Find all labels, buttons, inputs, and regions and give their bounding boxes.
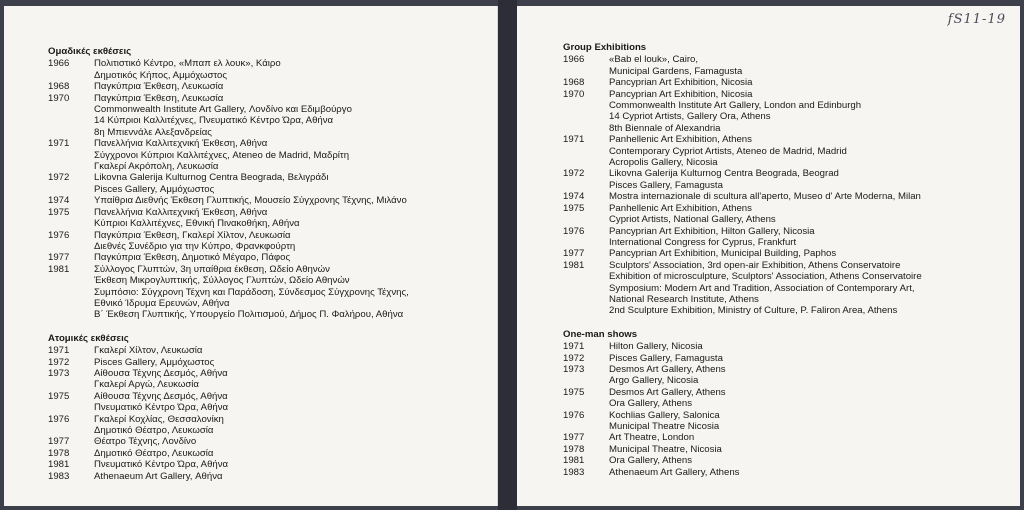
entry-year	[48, 104, 94, 115]
exhibition-entry	[563, 237, 1013, 248]
exhibition-entry	[48, 58, 488, 69]
entry-year	[48, 287, 94, 298]
entry-year: 1970	[48, 92, 70, 104]
entry-year: 1966	[563, 54, 585, 66]
exhibition-entry	[563, 375, 1013, 386]
entry-text: Εθνικό Ίδρυμα Ερευνών, Αθήνα	[94, 297, 230, 309]
entry-year	[48, 70, 94, 81]
entry-year: 1973	[563, 363, 585, 375]
book-spine	[498, 0, 517, 510]
handwritten-catalog-note: fS11-19	[947, 12, 1006, 27]
exhibition-entry	[48, 436, 488, 447]
entry-year: 1970	[563, 88, 585, 100]
exhibition-entry	[48, 138, 488, 149]
entry-text: Σύγχρονοι Κύπριοι Καλλιτέχνες, Ateneo de Madrid, Μαδρίτη	[94, 149, 350, 161]
entry-text: Commonwealth Institute Art Gallery, Λονδίνο και Εδιμβούργο	[94, 104, 352, 116]
exhibition-entry	[563, 134, 1013, 145]
entry-text: Γκαλερί Ακρόπολη, Λευκωσία	[94, 161, 219, 173]
english-group-list	[563, 54, 1013, 316]
entry-text: Cypriot Artists, National Gallery, Athens	[609, 214, 776, 226]
exhibition-entry	[563, 146, 1013, 157]
entry-year	[48, 402, 94, 413]
entry-text: Δημοτικός Κήπος, Αμμόχωστος	[94, 69, 228, 81]
entry-year: 1971	[48, 345, 70, 357]
entry-year	[563, 271, 609, 282]
entry-year	[563, 294, 609, 305]
exhibition-entry	[48, 218, 488, 229]
entry-text: Παγκύπρια Έκθεση, Γκαλερί Χίλτον, Λευκωσία	[94, 229, 291, 241]
exhibition-entry	[48, 172, 488, 183]
english-solo-heading: One-man shows	[563, 328, 638, 340]
entry-year: 1974	[48, 195, 70, 207]
entry-year	[563, 421, 609, 432]
entry-text: Γκαλερί Κοχλίας, Θεσσαλονίκη	[94, 413, 224, 425]
entry-text: Desmos Art Gallery, Athens	[609, 386, 726, 398]
entry-year: 1975	[48, 206, 70, 218]
entry-year	[563, 123, 609, 134]
entry-year	[563, 111, 609, 122]
entry-year	[48, 127, 94, 138]
exhibition-entry	[563, 341, 1013, 352]
exhibition-entry	[48, 150, 488, 161]
entry-year: 1968	[48, 81, 70, 93]
exhibition-entry	[563, 214, 1013, 225]
exhibition-entry	[563, 157, 1013, 168]
entry-text: Kochlias Gallery, Salonica	[609, 409, 720, 421]
entry-text: Hilton Gallery, Nicosia	[609, 341, 703, 353]
entry-year	[48, 150, 94, 161]
entry-text: Πανελλήνια Καλλιτεχνική Έκθεση, Αθήνα	[94, 206, 268, 218]
english-solo-list	[563, 341, 1013, 478]
entry-text: Panhellenic Art Exhibition, Athens	[609, 202, 752, 214]
entry-year: 1976	[563, 225, 585, 237]
entry-text: 2nd Sculpture Exhibition, Ministry of Culture, P. Faliron Area, Athens	[609, 305, 898, 317]
entry-text: Panhellenic Art Exhibition, Athens	[609, 134, 752, 146]
entry-text: Pancyprian Art Exhibition, Nicosia	[609, 77, 753, 89]
exhibition-entry	[48, 471, 488, 482]
entry-text: Β΄ Έκθεση Γλυπτικής, Υπουργείο Πολιτισμού, Δήμος Π. Φαλήρου, Αθήνα	[94, 309, 404, 321]
entry-text: Likovna Galerija Kulturnog Centra Beograda, Beograd	[609, 168, 839, 180]
entry-text: Pisces Gallery, Αμμόχωστος	[94, 183, 215, 195]
entry-text: Pisces Gallery, Famagusta	[609, 352, 723, 364]
entry-year: 1975	[48, 390, 70, 402]
entry-text: Sculptors' Association, 3rd open-air Exhibition, Athens Conservatoire	[609, 259, 901, 271]
exhibition-entry	[563, 444, 1013, 455]
exhibition-entry	[563, 294, 1013, 305]
entry-year: 1968	[563, 77, 585, 89]
exhibition-entry	[563, 271, 1013, 282]
entry-year	[563, 305, 609, 316]
entry-year: 1981	[48, 459, 70, 471]
entry-year: 1977	[48, 436, 70, 448]
entry-year: 1977	[563, 432, 585, 444]
entry-text: Likovna Galerija Kulturnog Centra Beograda, Βελιγράδι	[94, 172, 329, 184]
exhibition-entry	[563, 432, 1013, 443]
exhibition-entry	[563, 364, 1013, 375]
entry-text: Argo Gallery, Nicosia	[609, 375, 699, 387]
left-page-content	[48, 46, 488, 494]
exhibition-entry	[563, 89, 1013, 100]
left-page	[4, 6, 498, 506]
exhibition-entry	[563, 54, 1013, 65]
entry-text: Παγκύπρια Έκθεση, Λευκωσία	[94, 81, 224, 93]
entry-text: Mostra internazionale di scultura all'aperto, Museo d' Arte Moderna, Milan	[609, 191, 921, 203]
entry-text: Πνευματικό Κέντρο Ώρα, Αθήνα	[94, 459, 229, 471]
entry-year	[48, 275, 94, 286]
entry-year: 1975	[563, 202, 585, 214]
exhibition-entry	[48, 230, 488, 241]
entry-text: Δημοτικό Θέατρο, Λευκωσία	[94, 425, 214, 436]
exhibition-entry	[48, 425, 488, 436]
entry-year	[563, 180, 609, 191]
entry-text: Municipal Gardens, Famagusta	[609, 65, 743, 77]
entry-text: Ora Gallery, Athens	[609, 398, 693, 410]
entry-text: National Research Institute, Athens	[609, 293, 759, 305]
exhibition-entry	[563, 248, 1013, 259]
entry-year: 1966	[48, 58, 70, 70]
entry-year	[563, 214, 609, 225]
exhibition-entry	[48, 309, 488, 320]
exhibition-entry	[563, 410, 1013, 421]
exhibition-entry	[563, 203, 1013, 214]
entry-text: «Bab el louk», Cairo,	[609, 54, 699, 66]
entry-year	[563, 398, 609, 409]
entry-year: 1972	[48, 356, 70, 368]
entry-year: 1981	[563, 259, 585, 271]
exhibition-entry	[48, 402, 488, 413]
exhibition-entry	[48, 357, 488, 368]
entry-text: 14 Cypriot Artists, Gallery Ora, Athens	[609, 111, 771, 123]
entry-text: Pisces Gallery, Αμμόχωστος	[94, 356, 215, 368]
entry-text: Πανελλήνια Καλλιτεχνική Έκθεση, Αθήνα	[94, 138, 268, 150]
exhibition-entry	[563, 283, 1013, 294]
right-page-content	[563, 42, 1013, 490]
exhibition-entry	[563, 353, 1013, 364]
entry-text: Pancyprian Art Exhibition, Municipal Building, Paphos	[609, 248, 837, 260]
entry-text: Υπαίθρια Διεθνής Έκθεση Γλυπτικής, Μουσείο Σύγχρονης Τέχνης, Μιλάνο	[94, 195, 407, 207]
entry-year: 1972	[48, 172, 70, 184]
entry-year: 1981	[563, 455, 585, 467]
exhibition-entry	[48, 241, 488, 252]
exhibition-entry	[563, 398, 1013, 409]
entry-text: Desmos Art Gallery, Athens	[609, 363, 726, 375]
entry-text: Πολιτιστικό Κέντρο, «Μπαπ ελ λουκ», Κάιρο	[94, 58, 281, 70]
exhibition-entry	[48, 368, 488, 379]
exhibition-entry	[563, 305, 1013, 316]
entry-text: Contemporary Cypriot Artists, Ateneo de Madrid, Madrid	[609, 145, 847, 157]
exhibition-entry	[48, 195, 488, 206]
entry-text: Acropolis Gallery, Nicosia	[609, 157, 718, 169]
entry-text: Δημοτικό Θέατρο, Λευκωσία	[94, 447, 214, 459]
entry-year	[563, 66, 609, 77]
entry-text: 8η Μπιεννάλε Αλεξανδρείας	[94, 126, 212, 138]
entry-year: 1972	[563, 352, 585, 364]
entry-text: Παγκύπρια Έκθεση, Λευκωσία	[94, 92, 224, 104]
exhibition-entry	[48, 287, 488, 298]
entry-text: Πνευματικό Κέντρο Ώρα, Αθήνα	[94, 402, 229, 414]
entry-text: Athenaeum Art Gallery, Αθήνα	[94, 470, 223, 482]
entry-year	[563, 146, 609, 157]
entry-text: Κύπριοι Καλλιτέχνες, Εθνική Πινακοθήκη, Αθήνα	[94, 218, 300, 230]
entry-text: Municipal Theatre, Nicosia	[609, 443, 722, 455]
entry-year	[563, 237, 609, 248]
entry-text: Αίθουσα Τέχνης Δεσμός, Αθήνα	[94, 367, 228, 379]
entry-text: Pancyprian Art Exhibition, Hilton Gallery, Nicosia	[609, 225, 815, 237]
exhibition-entry	[563, 100, 1013, 111]
entry-year: 1977	[48, 252, 70, 264]
exhibition-entry	[48, 391, 488, 402]
entry-year	[48, 425, 94, 436]
entry-year: 1971	[563, 341, 585, 353]
entry-text: Παγκύπρια Έκθεση, Δημοτικό Μέγαρο, Πάφος	[94, 252, 291, 264]
entry-year: 1972	[563, 168, 585, 180]
exhibition-entry	[48, 459, 488, 470]
entry-year	[48, 309, 94, 320]
entry-text: Exhibition of microsculpture, Sculptors' Association, Athens Conservatoire	[609, 271, 922, 283]
entry-text: Έκθεση Μικρογλυπτικής, Σύλλογος Γλυπτών, Ωδείο Αθηνών	[94, 275, 350, 287]
entry-year	[48, 184, 94, 195]
entry-text: Pancyprian Art Exhibition, Nicosia	[609, 88, 753, 100]
exhibition-entry	[563, 77, 1013, 88]
entry-year: 1976	[48, 229, 70, 241]
exhibition-entry	[48, 298, 488, 309]
entry-year	[48, 298, 94, 309]
entry-text: International Congress for Cyprus, Frankfurt	[609, 236, 797, 248]
exhibition-entry	[563, 455, 1013, 466]
exhibition-entry	[48, 252, 488, 263]
exhibition-entry	[48, 104, 488, 115]
greek-solo-exhibitions	[48, 333, 488, 482]
exhibition-entry	[48, 379, 488, 390]
exhibition-entry	[563, 421, 1013, 432]
entry-year	[563, 375, 609, 386]
entry-year: 1977	[563, 248, 585, 260]
entry-year: 1981	[48, 263, 70, 275]
exhibition-entry	[563, 66, 1013, 77]
greek-group-heading: Ομαδικές εκθέσεις	[48, 46, 132, 57]
exhibition-entry	[563, 123, 1013, 134]
entry-text: 8th Biennale of Alexandria	[609, 122, 721, 134]
entry-year: 1978	[48, 447, 70, 459]
entry-text: Γκαλερί Χίλτον, Λευκωσία	[94, 345, 203, 357]
entry-text: Athenaeum Art Gallery, Athens	[609, 466, 740, 478]
entry-year: 1975	[563, 386, 585, 398]
entry-text: Ora Gallery, Athens	[609, 455, 693, 467]
entry-text: Σύλλογος Γλυπτών, 3η υπαίθρια έκθεση, Ωδείο Αθηνών	[94, 263, 330, 275]
exhibition-entry	[563, 180, 1013, 191]
entry-year: 1971	[48, 138, 70, 150]
entry-year	[48, 379, 94, 390]
exhibition-entry	[48, 127, 488, 138]
exhibition-entry	[48, 184, 488, 195]
entry-year	[563, 157, 609, 168]
exhibition-entry	[563, 467, 1013, 478]
entry-year: 1971	[563, 134, 585, 146]
exhibition-entry	[48, 81, 488, 92]
exhibition-entry	[48, 345, 488, 356]
greek-solo-list	[48, 345, 488, 482]
exhibition-entry	[48, 161, 488, 172]
entry-text: Pisces Gallery, Famagusta	[609, 179, 723, 191]
exhibition-entry	[48, 275, 488, 286]
entry-year	[48, 161, 94, 172]
exhibition-entry	[48, 414, 488, 425]
exhibition-entry	[48, 70, 488, 81]
english-solo-exhibitions	[563, 329, 1013, 478]
exhibition-entry	[563, 226, 1013, 237]
exhibition-entry	[563, 111, 1013, 122]
exhibition-entry	[48, 448, 488, 459]
entry-year: 1976	[563, 409, 585, 421]
entry-text: Θέατρο Τέχνης, Λονδίνο	[94, 436, 197, 448]
exhibition-entry	[48, 93, 488, 104]
entry-text: Αίθουσα Τέχνης Δεσμός, Αθήνα	[94, 390, 228, 402]
english-group-heading: Group Exhibitions	[563, 42, 647, 53]
entry-year	[48, 218, 94, 229]
entry-text: Symposium: Modern Art and Tradition, Association of Contemporary Art,	[609, 282, 915, 294]
right-page	[517, 6, 1020, 506]
entry-text: Γκαλερί Αργώ, Λευκωσία	[94, 379, 199, 391]
entry-text: Commonwealth Institute Art Gallery, London and Edinburgh	[609, 100, 862, 112]
exhibition-entry	[563, 191, 1013, 202]
entry-year: 1983	[563, 466, 585, 478]
exhibition-entry	[48, 264, 488, 275]
entry-text: Municipal Theatre Nicosia	[609, 421, 720, 432]
english-group-exhibitions	[563, 42, 1013, 317]
exhibition-entry	[48, 207, 488, 218]
entry-text: Διεθνές Συνέδριο για την Κύπρο, Φρανκφούρτη	[94, 240, 296, 252]
exhibition-entry	[563, 387, 1013, 398]
entry-text: 14 Κύπριοι Καλλιτέχνες, Πνευματικό Κέντρο Ώρα, Αθήνα	[94, 115, 334, 127]
entry-text: Art Theatre, London	[609, 432, 695, 444]
exhibition-entry	[48, 115, 488, 126]
greek-group-exhibitions	[48, 46, 488, 321]
entry-year	[48, 241, 94, 252]
entry-year: 1973	[48, 367, 70, 379]
entry-year: 1983	[48, 470, 70, 482]
entry-year	[563, 100, 609, 111]
greek-solo-heading: Ατομικές εκθέσεις	[48, 332, 129, 344]
entry-text: Συμπόσιο: Σύγχρονη Τέχνη και Παράδοση, Σύνδεσμος Σύγχρονης Τέχνης,	[94, 286, 409, 298]
entry-year: 1974	[563, 191, 585, 203]
entry-year	[563, 283, 609, 294]
entry-year	[48, 115, 94, 126]
entry-year: 1976	[48, 413, 70, 425]
greek-group-list	[48, 58, 488, 320]
exhibition-entry	[563, 168, 1013, 179]
entry-year: 1978	[563, 443, 585, 455]
exhibition-entry	[563, 260, 1013, 271]
